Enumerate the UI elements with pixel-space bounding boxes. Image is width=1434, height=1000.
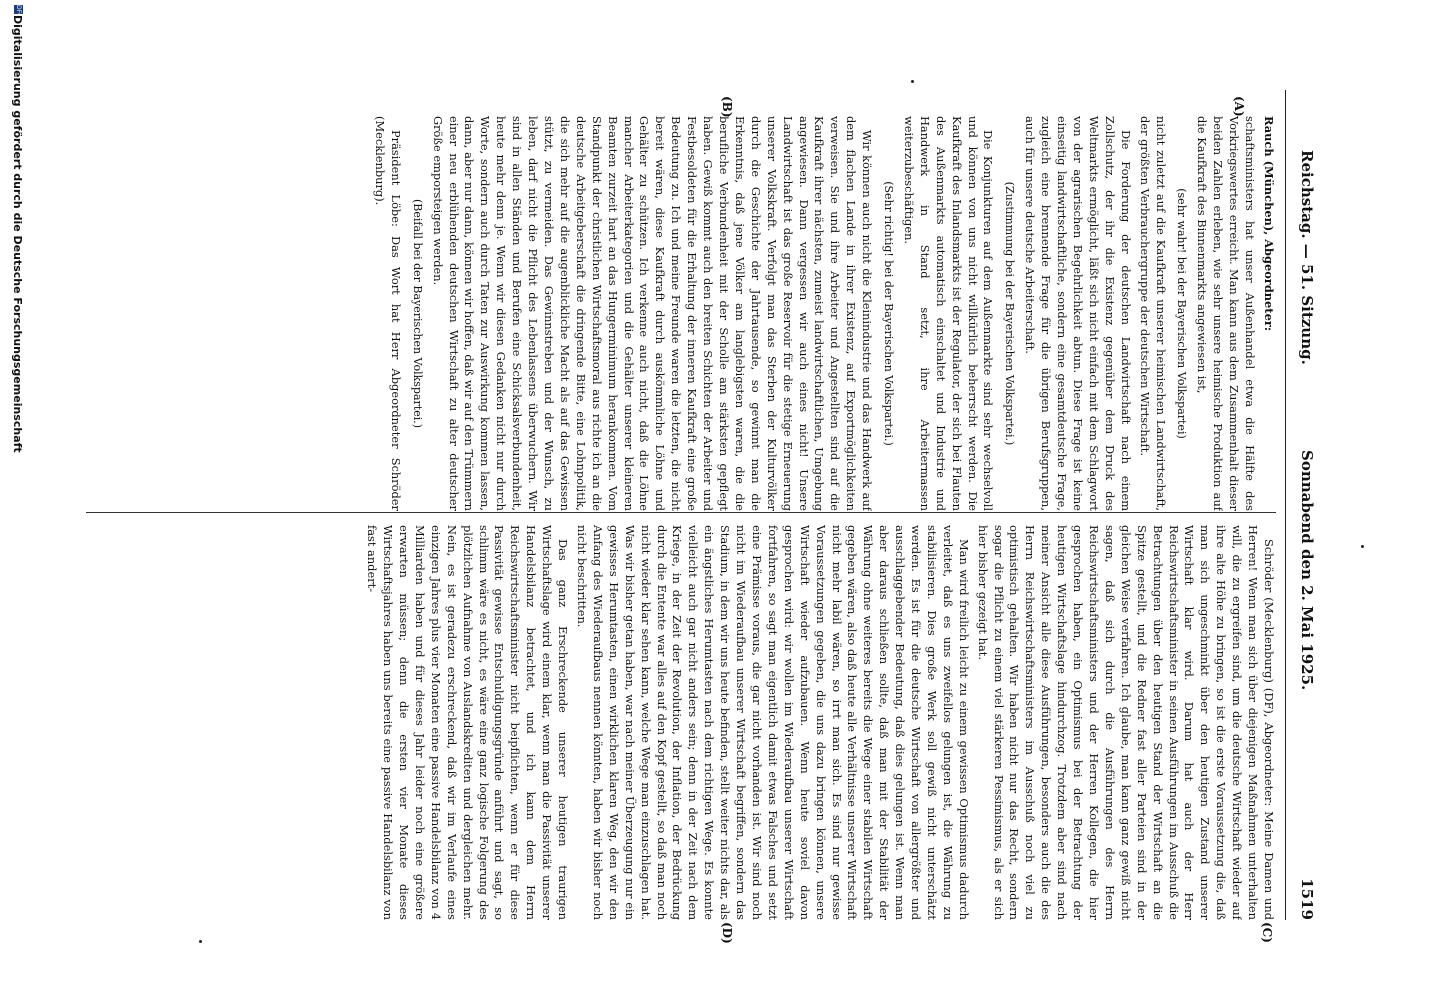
column-separator — [86, 512, 1276, 513]
interjection: (Zustimmung bei der Bayerischen Volkspartei.) — [1003, 181, 1017, 446]
margin-mark-d: (D) — [720, 922, 734, 944]
left-column — [86, 116, 1276, 511]
header-left: Reichstag. — 51. Sitzung. — [1298, 150, 1316, 365]
president-remark: Präsident Löbe: Das Wort hat Herr Abgeordneter Schröder (Mecklenburg). — [372, 116, 403, 511]
paragraph: Schröder (Mecklenburg) (DF), Abgeordneter: Meine Damen und Herren! Wenn man sich über diejenigen Maßnahmen unterhalten will, die zu ergreifen sind, um die deutsche Wirtschaft wieder auf ihre alte Höhe zu bringen, so ist die erste Voraussetzung die, daß man sich ungeschminkt über den heutigen Zustand unserer Wirtschaft klar wird. Darum hat auch der Herr Reichswirtschaftsminister in seinen Ausführungen im Ausschuß die Betrachtungen über den heutigen Stand der Wirtschaft an die Spitze gestellt, und die Redner fast aller Parteien sind in der gleichen Weise verfahren. Ich glaube, man kann ganz gewiß nicht sagen, daß sich durch die Ausführungen des Herrn Reichswirtschaftsministers und der Herren Kollegen, die hier gesprochen haben, ein Optimismus bei der Betrachtung der heutigen Wirtschaftslage hindurchzog. Trotzdem aber sind nach meiner Ansicht alle diese Ausführungen, besonders auch die des Herrn Reichswirtschaftsministers im Ausschuß noch viel zu optimistisch gehalten. Wir haben nicht nur das Recht, sondern sogar die Pflicht zu einem viel stärkeren Pessimismus, als er sich hier bisher gezeigt hat. — [975, 525, 1276, 920]
speck — [911, 80, 914, 83]
margin-mark-b: (B) — [720, 96, 734, 118]
paragraph: nicht zuletzt auf die Kaufkraft unserer heimischen Landwirtschaft, der größten Verbrauchergruppe der deutschen Wirtschaft. — [1137, 116, 1168, 511]
interjection: (sehr wahr! bei der Bayerischen Volkspartei) — [1175, 188, 1189, 439]
interjection: (Beifall bei der Bayerischen Volkspartei.) — [410, 198, 424, 429]
page-header — [1286, 90, 1316, 920]
paragraph: Die Forderung der deutschen Landwirtschaft nach einem Zollschutz, der ihr die Existenz gegenüber dem Druck des Weltmarkts ermöglicht, läßt sich nicht einfach mit dem Schlagwort von der agrarischen Begehrlichkeit abtun. Diese Frage ist keine einseitig landwirtschaftliche, sondern eine gesamtdeutsche Frage, zugleich eine brennende Frage für die übrigen Berufsgruppen, auch für unsere deutsche Arbeiterschaft. — [1023, 116, 1133, 511]
paragraph: Wir können auch nicht die Kleinindustrie und das Handwerk auf dem flachen Lande in ihrer Existenz, auf Exportmöglichkeiten verweisen. Sie und ihre Arbeiter und Angestellten sind auf die Kaufkraft ihrer nächsten, zumeist landwirtschaftlichen, Umgebung angewiesen. Dann vergessen wir auch eines nicht! Unsere Landwirtschaft ist das große Reservoir für die stetige Erneuerung unserer Volkskraft. Verfolgt man das Sterben der Kulturvölker durch die Geschichte der Jahrtausende, so gewinnt man die Erkenntnis, daß jene Völker am langlebigsten waren, die die berufliche Verbundenheit mit der Scholle am stärksten gepflegt haben. Gewiß kommt auch den breiten Schichten der Arbeiter und Festbesoldeten für die Erhaltung der inneren Kaufkraft eine große Bedeutung zu. Ich und meine Freunde waren die letzten, die nicht bereit wären, diese Kaufkraft durch auskömmliche Löhne und Gehälter zu schützen. Ich verkenne auch nicht, daß die Löhne mancher Arbeiterkategorien und die Gehälter unserer kleineren Beamten zurzeit hart an das Hungerminimum herankommen. Vom Standpunkt der christlichen Wirtschaftsmoral aus richte ich an die deutsche Arbeitgeberschaft die dringende Bitte, eine Lohnpolitik, die sich mehr auf die augenblickliche Macht als auf das Gewissen stützt, zu vermeiden. Das Gewinnstreben und der Wunsch, zu leben, darf nicht die Pflicht des Lebenlassens überwuchern. Wir sind in allen Ständen und Berufen eine Schicksalsverbundenheit, heute mehr denn je. Wenn wir diesen Gedanken nicht nur durch Worte, sondern auch durch Taten zur Auswirkung kommen lassen, dann, aber nur dann, können wir hoffen, daß wir auf den Trümmern einer neu erblühenden deutschen Wirtschaft zu alter deutscher Größe emporsteigen werden. — [430, 116, 875, 511]
dfg-logo-icon: DFG — [15, 5, 22, 18]
paragraph: Die Konjunkturen auf dem Außenmarkte sind sehr wechselvoll und können von uns nicht willkürlich beherrscht werden. Die Kaufkraft des Inlandsmarkts ist der Regulator, der sich bei Flauten des Außenmarkts automatisch einschaltet und Industrie und Handwerk in Stand setzt, ihre Arbeitermassen weiterzubeschäftigen. — [901, 116, 996, 511]
digitization-note — [4, 0, 34, 1000]
right-column — [86, 525, 1276, 920]
page-number: 1519 — [1298, 878, 1316, 920]
interjection: (Sehr richtig! bei der Bayerischen Volkspartei.) — [882, 181, 896, 446]
speaker-line: Rauch (München), Abgeordneter: — [1262, 116, 1276, 332]
speck — [199, 940, 202, 943]
header-rule — [1285, 90, 1286, 920]
header-center: Sonnabend den 2. Mai 1925. — [1298, 450, 1316, 691]
paragraph: Das ganz Erschreckende unserer heutigen traurigen Wirtschaftslage wird einem klar, wenn man die Passivität unserer Handelsbilanz betrachtet, und ich kann dem Herrn Reichswirtschaftsminister nicht beipflichten, wenn er für diese Passivität gewisse Entschuldigungsgründe anführt und sagt, so schlimm wäre es nicht, es wäre eine ganz logische Folgerung des plötzlichen Aufnahme von Auslandskrediten und dergleichen mehr. Nein, es ist geradezu erschreckend, daß wir im Verlaufe eines einzigen Jahres plus vier Monaten eine passive Handelsbilanz von 4 Milliarden haben und für dieses Jahr leider noch eine größere erwarten müssen; denn die ersten vier Monate dieses Wirtschaftsjahres haben uns bereits eine passive Handelsbilanz von fast andert- — [365, 525, 571, 920]
margin-mark-a: (A) — [1232, 96, 1246, 117]
speck — [1361, 545, 1364, 548]
margin-mark-c: (C) — [1260, 922, 1274, 943]
digitization-text: Digitalisierung gefördert durch die Deutsche Forschungsgemeinschaft — [11, 15, 24, 453]
paragraph: schaftsministers hat unser Außenhandel etwa die Hälfte des Vorkriegswertes erreicht. Man kann aus dem Zusammenhalt dieser beiden Zahlen erleben, wie sehr unsere heimische Produktion auf die Kaufkraft des Binnenmarkts angewiesen ist, — [1195, 116, 1258, 511]
paragraph: Man wird freilich leicht zu einem gewissen Optimismus dadurch verleitet, daß es uns zweifellos gelungen ist, die Währung zu stabilisieren. Dies große Werk soll gewiß nicht unterschätzt werden. Es ist für die deutsche Wirtschaft von allergrößter und ausschlaggebender Bedeutung, daß dies gelungen ist. Wenn man aber daraus schließen sollte, daß man mit der Stabilität der Währung ohne weiteres bereits die Wege einer stabilen Wirtschaft gegeben wären, also daß heute alle Verhältnisse unserer Wirtschaft nicht mehr labil wären, so irrt man sich. Es sind nur gewisse Voraussetzungen gegeben, die uns dazu bringen können, unsere Wirtschaft wieder aufzubauen. Wenn heute soviel davon gesprochen wird: wir wollen im Wiederaufbau unserer Wirtschaft fortfahren, so sagt man eigentlich damit etwas Falsches und setzt eine Prämisse voraus, die gar nicht vorhanden ist. Wir sind noch nicht im Wiederaufbau unserer Wirtschaft begriffen, sondern das Stadium, in dem wir uns heute befinden, stellt weiter nichts dar, als ein ängstliches Herumtasten nach dem richtigen Wege. Es konnte vielleicht auch gar nicht anders sein; denn in der Zeit nach dem Kriege, in der Zeit der Revolution, der Inflation, der Bedrückung durch die Entente war alles auf den Kopf gestellt, so daß man noch nicht wieder klar sehen kann, welche Wege man einzuschlagen hat. Was wir bisher getan haben, war nach meiner Überzeugung nur ein gewisses Herumtasten, einen wirklichen klaren Weg, den wir den Anfang des Wiederaufbaus nennen könnten, haben wir bisher noch nicht beschritten. — [575, 525, 971, 920]
